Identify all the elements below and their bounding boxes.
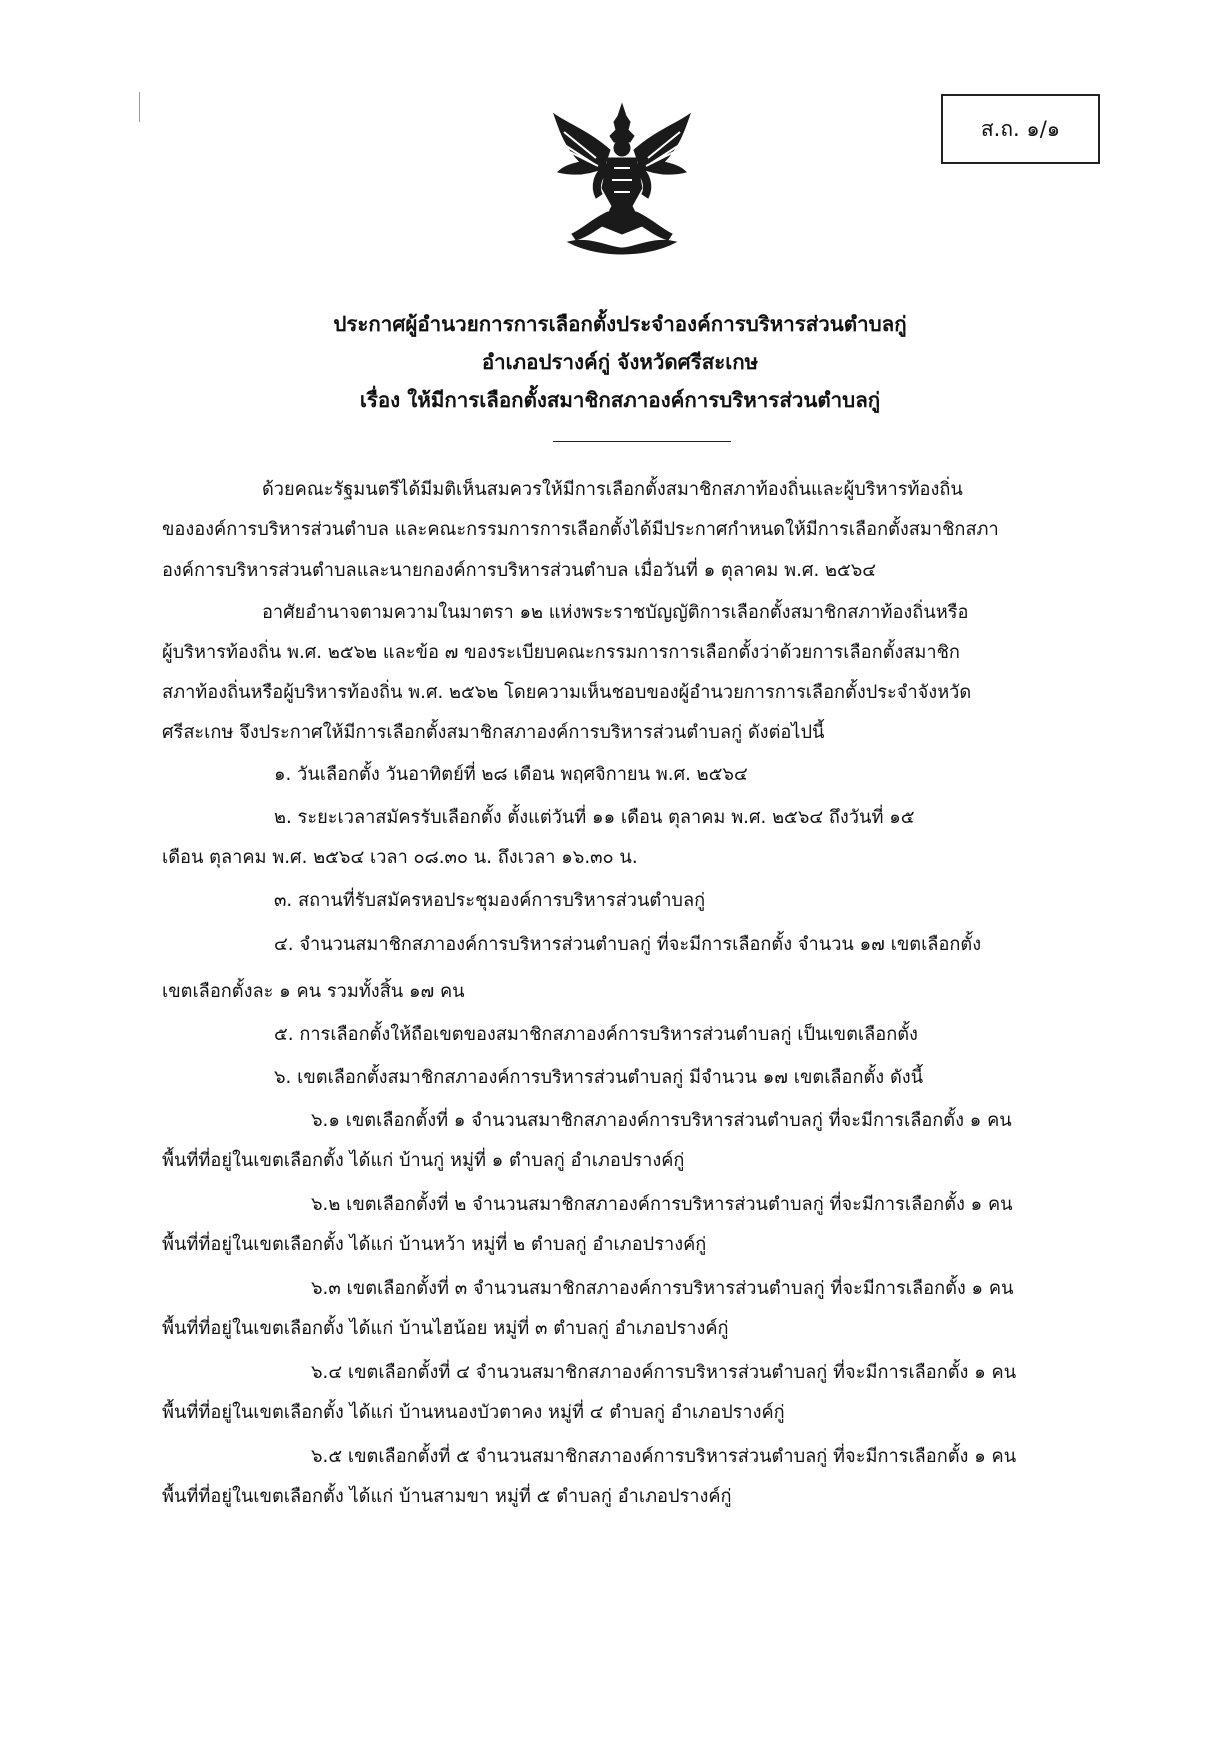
- paragraph-line: อาศัยอำนาจตามความในมาตรา ๑๒ แห่งพระราชบัญญัติการเลือกตั้งสมาชิกสภาท้องถิ่นหรือ: [262, 602, 969, 623]
- form-code-box: [941, 94, 1100, 164]
- list-item: ๓. สถานที่รับสมัครหอประชุมองค์การบริหารส่วนตำบลกู่: [274, 890, 706, 911]
- paragraph-line: ศรีสะเกษ จึงประกาศให้มีการเลือกตั้งสมาชิกสภาองค์การบริหารส่วนตำบลกู่ ดังต่อไปนี้: [162, 722, 825, 743]
- district-item: ๖.๔ เขตเลือกตั้งที่ ๔ จำนวนสมาชิกสภาองค์การบริหารส่วนตำบลกู่ ที่จะมีการเลือกตั้ง ๑ คน: [311, 1362, 1017, 1383]
- district-area: พื้นที่ที่อยู่ในเขตเลือกตั้ง ได้แก่ บ้านหว้า หมู่ที่ ๒ ตำบลกู่ อำเภอปรางค์กู่: [162, 1234, 707, 1255]
- list-item: ๔. จำนวนสมาชิกสภาองค์การบริหารส่วนตำบลกู่ ที่จะมีการเลือกตั้ง จำนวน ๑๗ เขตเลือกตั้ง: [274, 934, 982, 955]
- district-area: พื้นที่ที่อยู่ในเขตเลือกตั้ง ได้แก่ บ้านสามขา หมู่ที่ ๕ ตำบลกู่ อำเภอปรางค์กู่: [162, 1486, 732, 1507]
- paragraph-line: ด้วยคณะรัฐมนตรีได้มีมติเห็นสมควรให้มีการเลือกตั้งสมาชิกสภาท้องถิ่นและผู้บริหารท้องถิ่น: [262, 479, 963, 500]
- paragraph-line: ขององค์การบริหารส่วนตำบล และคณะกรรมการการเลือกตั้งได้มีประกาศกำหนดให้มีการเลือกตั้งสมาชิกสภา: [162, 519, 999, 540]
- scan-mark: [139, 92, 140, 122]
- announcement-subject: เรื่อง ให้มีการเลือกตั้งสมาชิกสภาองค์การบริหารส่วนตำบลกู่: [359, 388, 881, 412]
- paragraph-line: ผู้บริหารท้องถิ่น พ.ศ. ๒๕๖๒ และข้อ ๗ ของระเบียบคณะกรรมการการเลือกตั้งว่าด้วยการเลือกตั้งสมาชิก: [162, 642, 960, 663]
- list-item-continuation: เดือน ตุลาคม พ.ศ. ๒๕๖๔ เวลา ๐๘.๓๐ น. ถึงเวลา ๑๖.๓๐ น.: [162, 847, 638, 868]
- district-area: พื้นที่ที่อยู่ในเขตเลือกตั้ง ได้แก่ บ้านกู่ หมู่ที่ ๑ ตำบลกู่ อำเภอปรางค์กู่: [162, 1150, 685, 1171]
- list-item: ๑. วันเลือกตั้ง วันอาทิตย์ที่ ๒๘ เดือน พฤศจิกายน พ.ศ. ๒๕๖๔: [274, 764, 748, 785]
- district-area: พื้นที่ที่อยู่ในเขตเลือกตั้ง ได้แก่ บ้านหนองบัวตาคง หมู่ที่ ๔ ตำบลกู่ อำเภอปรางค์กู่: [162, 1402, 785, 1423]
- list-item: ๕. การเลือกตั้งให้ถือเขตของสมาชิกสภาองค์การบริหารส่วนตำบลกู่ เป็นเขตเลือกตั้ง: [274, 1024, 918, 1045]
- paragraph-line: สภาท้องถิ่นหรือผู้บริหารท้องถิ่น พ.ศ. ๒๕๖๒ โดยความเห็นชอบของผู้อำนวยการการเลือกตั้งประจำจังหวัด: [162, 682, 972, 703]
- paragraph-line: องค์การบริหารส่วนตำบลและนายกองค์การบริหารส่วนตำบล เมื่อวันที่ ๑ ตุลาคม พ.ศ. ๒๕๖๔: [162, 560, 877, 581]
- list-item-continuation: เขตเลือกตั้งละ ๑ คน รวมทั้งสิ้น ๑๗ คน: [162, 981, 465, 1002]
- district-item: ๖.๕ เขตเลือกตั้งที่ ๕ จำนวนสมาชิกสภาองค์การบริหารส่วนตำบลกู่ ที่จะมีการเลือกตั้ง ๑ คน: [311, 1446, 1017, 1467]
- district-item: ๖.๑ เขตเลือกตั้งที่ ๑ จำนวนสมาชิกสภาองค์การบริหารส่วนตำบลกู่ ที่จะมีการเลือกตั้ง ๑ คน: [311, 1110, 1012, 1131]
- list-item: ๒. ระยะเวลาสมัครรับเลือกตั้ง ตั้งแต่วันที่ ๑๑ เดือน ตุลาคม พ.ศ. ๒๕๖๔ ถึงวันที่ ๑๕: [274, 807, 915, 828]
- district-item: ๖.๒ เขตเลือกตั้งที่ ๒ จำนวนสมาชิกสภาองค์การบริหารส่วนตำบลกู่ ที่จะมีการเลือกตั้ง ๑ คน: [311, 1194, 1013, 1215]
- form-code: ส.ถ. ๑/๑: [980, 116, 1061, 141]
- list-item: ๖. เขตเลือกตั้งสมาชิกสภาองค์การบริหารส่วนตำบลกู่ มีจำนวน ๑๗ เขตเลือกตั้ง ดังนี้: [274, 1067, 924, 1088]
- garuda-emblem-icon: [550, 102, 694, 256]
- divider: [553, 441, 731, 442]
- announcement-location: อำเภอปรางค์กู่ จังหวัดศรีสะเกษ: [481, 350, 759, 374]
- district-area: พื้นที่ที่อยู่ในเขตเลือกตั้ง ได้แก่ บ้านไฮน้อย หมู่ที่ ๓ ตำบลกู่ อำเภอปรางค์กู่: [162, 1318, 729, 1339]
- district-item: ๖.๓ เขตเลือกตั้งที่ ๓ จำนวนสมาชิกสภาองค์การบริหารส่วนตำบลกู่ ที่จะมีการเลือกตั้ง ๑ คน: [311, 1278, 1014, 1299]
- announcement-title: ประกาศผู้อำนวยการการเลือกตั้งประจำองค์การบริหารส่วนตำบลกู่: [333, 312, 907, 336]
